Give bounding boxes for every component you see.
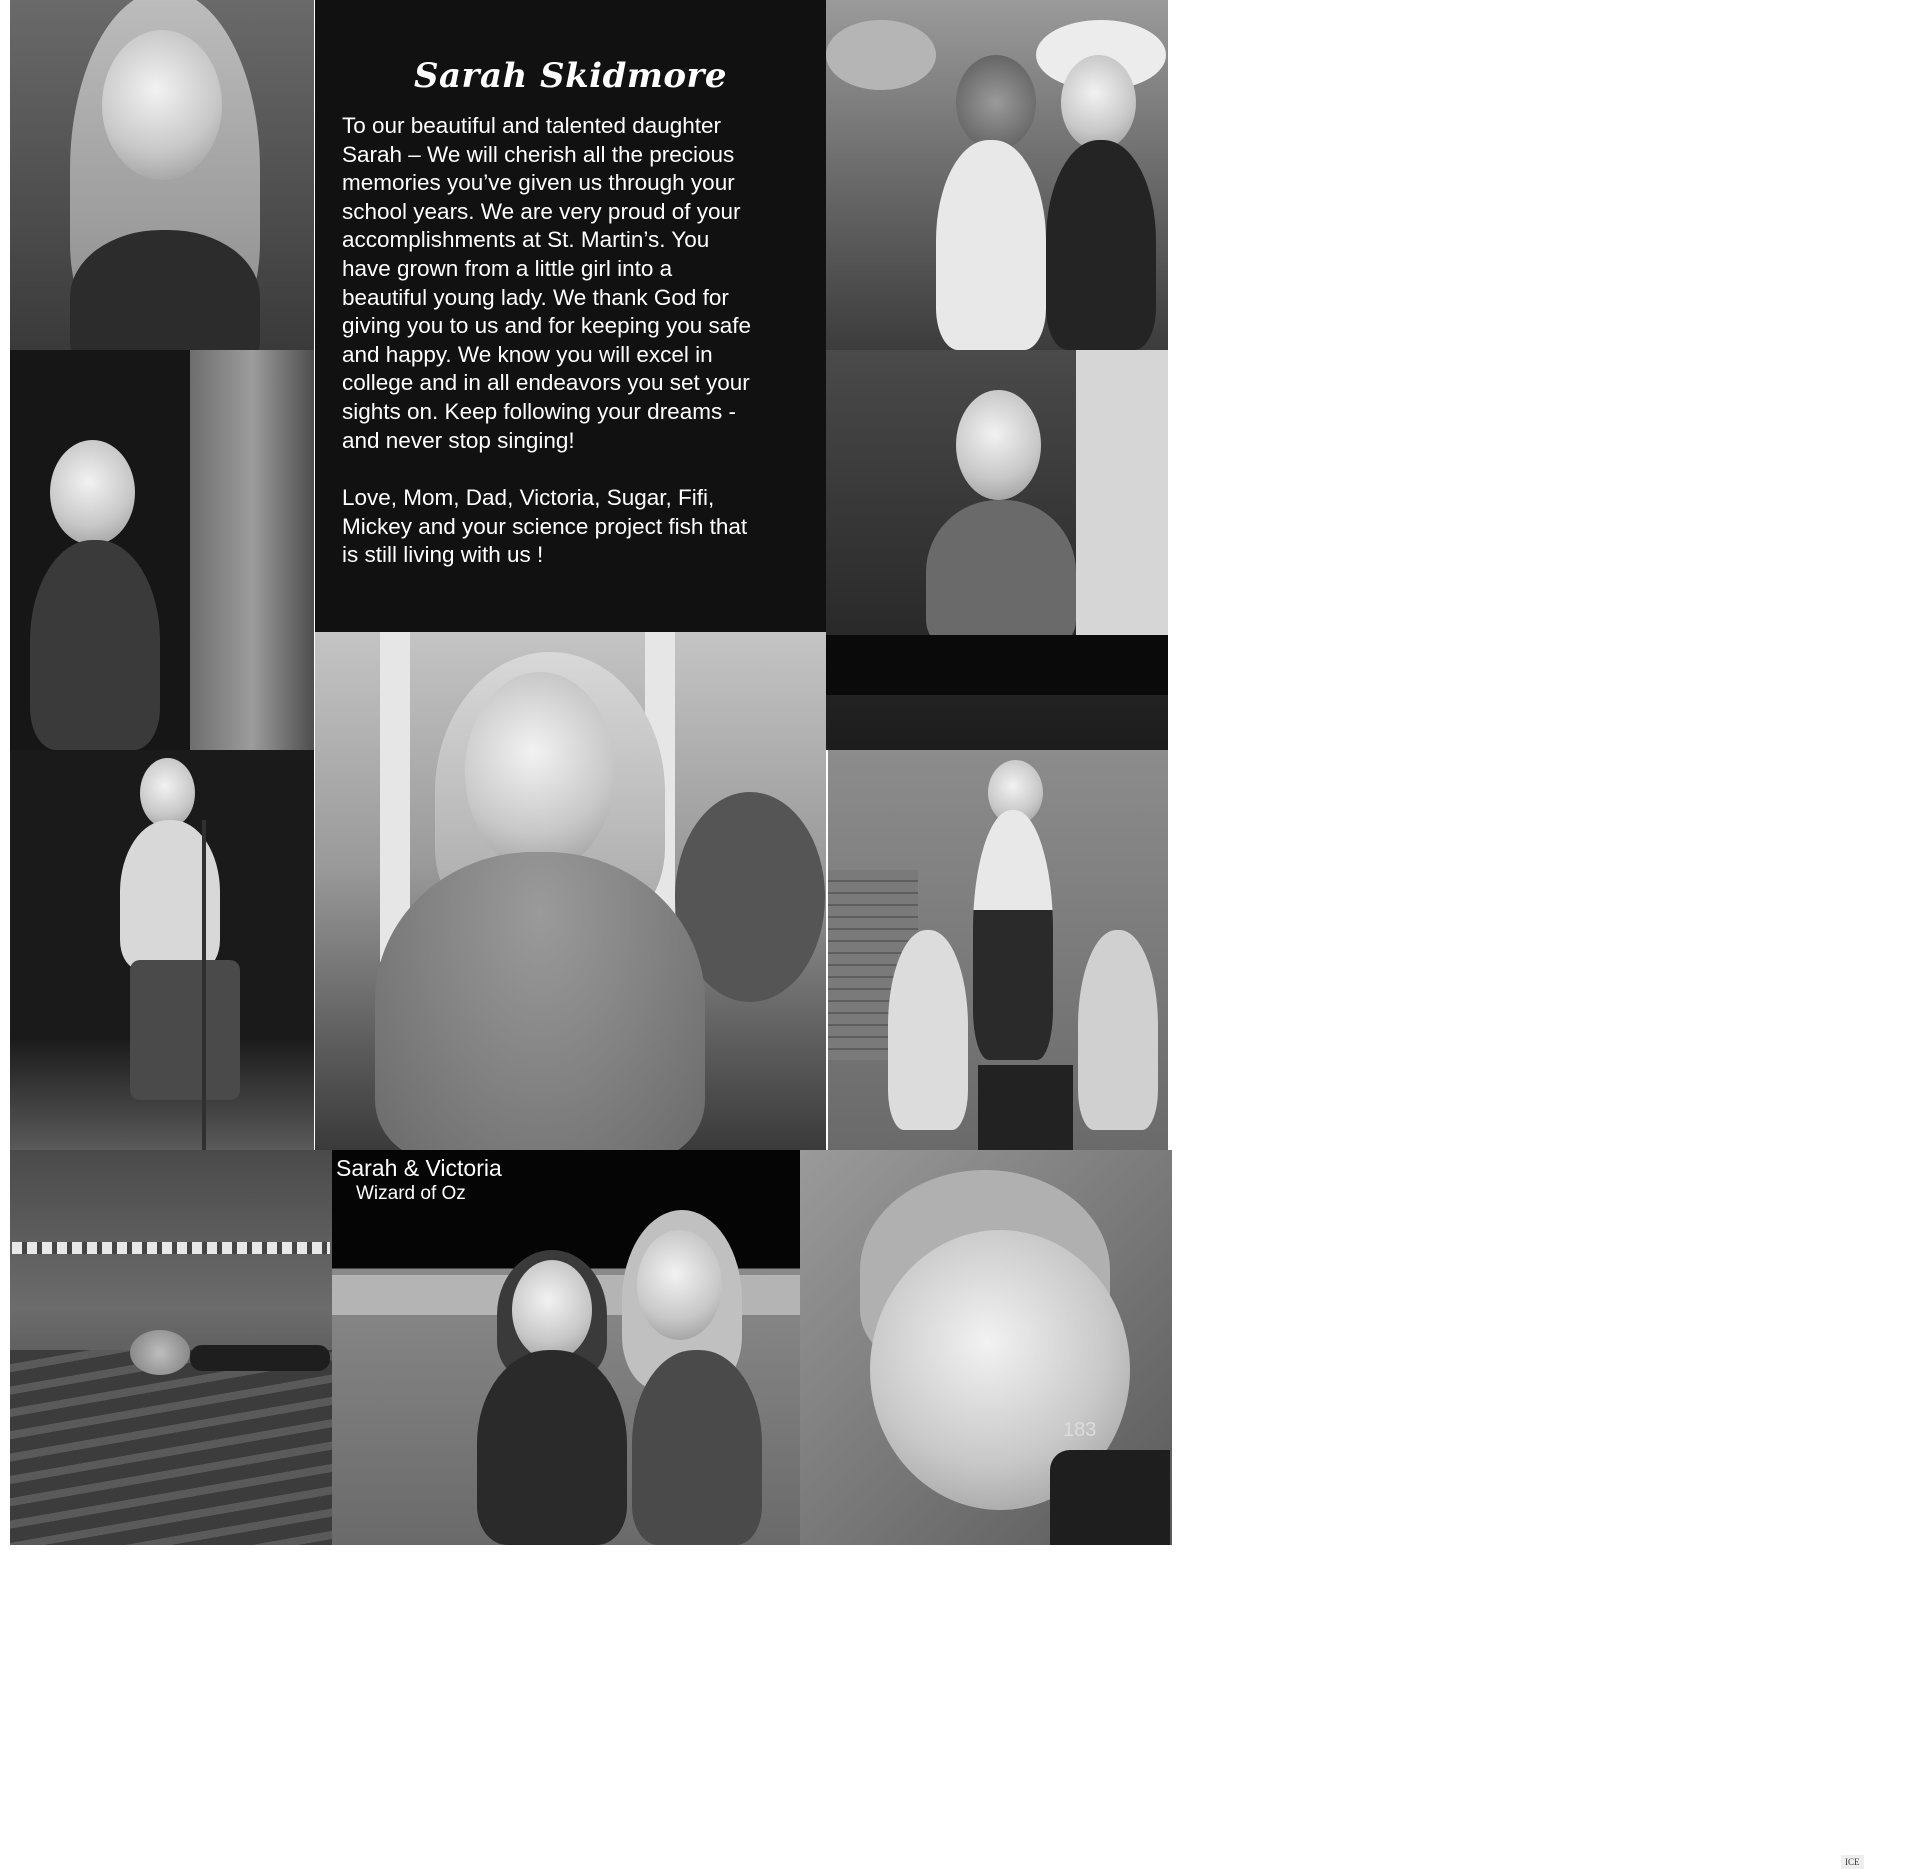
photo-senior-portrait [315,632,826,1150]
photo-wizard-of-oz [332,1150,800,1545]
photo-keyboard-performance [826,350,1925,1081]
letter-title: Sarah Skidmore [413,56,728,96]
photo-baby [800,1150,1172,1545]
letter-body: To our beautiful and talented daughter Sarah – We will cherish all the precious memories you’ve given us through your school years. We are very proud of your accomplishments at St. Martin’s. You have grown from a little girl into a beautiful young lady. We thank God for giving you to us and for keeping you safe and happy. We know you will excel in college and in all endeavors you set your sights on. Keep following your dreams - and never stop singing! [342,113,752,453]
photo-cowboy-costume [826,0,1168,350]
page-number: 183 [1063,1419,1097,1441]
pool-lane-rope [12,1242,330,1254]
photo-school-portrait [10,0,314,350]
photo-swimming [10,1150,332,1545]
keyboard-model-label: FF-7 [1866,1004,1925,1081]
letter-signature: Love, Mom, Dad, Victoria, Sugar, Fifi, Mickey and your science project fish that is still living with us ! [342,485,748,568]
box-label: ICE [1841,1855,1864,1869]
oz-photo-caption [336,1155,502,1205]
tribute-letter-panel [315,0,826,632]
photo-microphone-performance [10,750,314,1150]
photo-stage-costume [10,350,314,750]
caption-subtitle: Wizard of Oz [356,1182,466,1204]
caption-title: Sarah & Victoria [336,1155,502,1181]
